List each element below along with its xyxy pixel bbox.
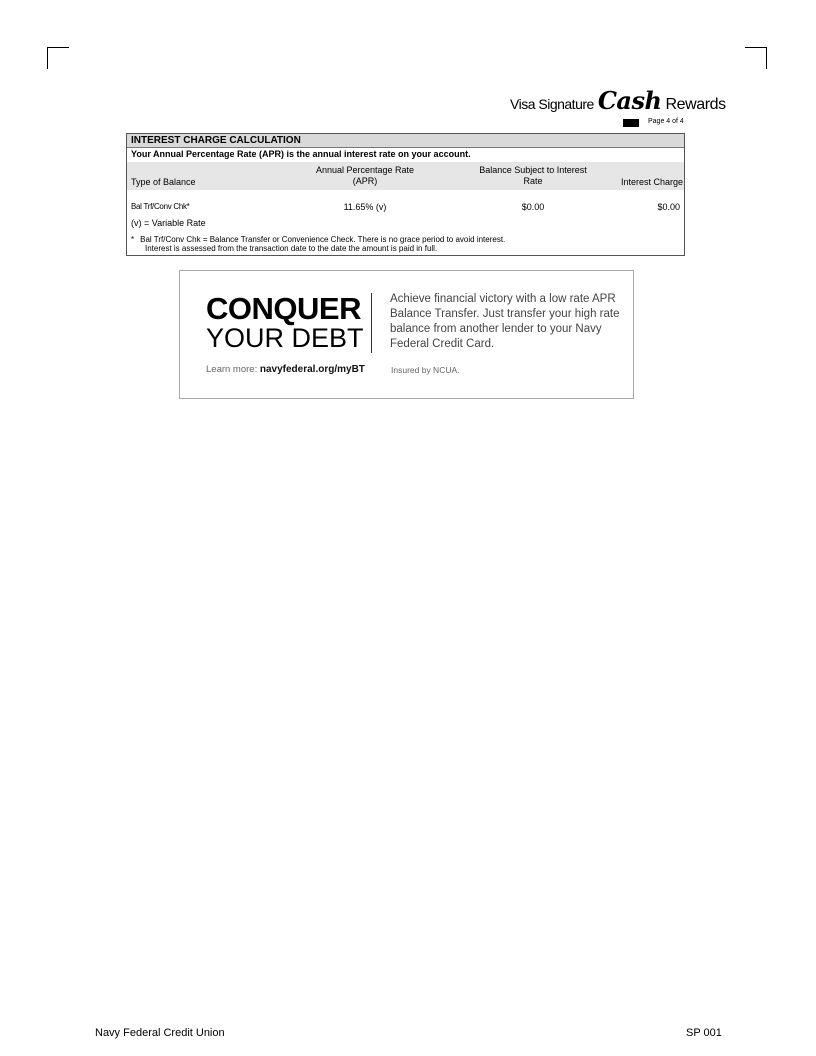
ad-subheadline: YOUR DEBT [206,323,364,353]
cell-balance: $0.00 [521,202,545,212]
crop-mark [47,47,69,48]
col-header-apr: Annual Percentage Rate (APR) [315,165,415,186]
footnote [131,235,505,253]
balance-transfer-ad [179,270,634,399]
footnote-line-2: Interest is assessed from the transaction date to the date the amount is paid in full. [145,244,438,253]
learn-more-label: Learn more: [206,364,258,375]
footer-code: SP 001 [686,1027,722,1039]
table-row [127,202,684,214]
cell-type: Bal Trf/Conv Chk* [131,202,190,211]
page-number: Page 4 of 4 [648,118,684,125]
footnote-line-1: Bal Trf/Conv Chk = Balance Transfer or Convenience Check. There is no grace period to avoid interest. [140,235,506,244]
section-title: INTEREST CHARGE CALCULATION [127,134,684,148]
interest-calculation-section [126,133,685,256]
footnote-star: * [131,235,135,244]
crop-mark [745,47,767,48]
table-header [127,162,684,190]
logo-script: Cash [597,86,662,115]
cell-charge: $0.00 [657,202,680,212]
col-header-type: Type of Balance [131,177,196,187]
page-marker-bar [623,119,639,127]
crop-mark [47,47,48,69]
crop-mark [766,47,767,69]
ad-divider [371,293,372,353]
learn-more-link[interactable]: navyfederal.org/myBT [259,364,365,375]
apr-note: Your Annual Percentage Rate (APR) is the annual interest rate on your account. [131,149,471,159]
insured-note: Insured by NCUA. [391,365,460,375]
ad-learn-more [206,364,365,375]
col-header-balance: Balance Subject to Interest Rate [479,165,587,186]
ad-headline: CONQUER [206,291,361,326]
cell-apr: 11.65% (v) [343,202,387,212]
brand-logo [510,86,726,115]
col-header-charge: Interest Charge [621,177,684,187]
footer-org-name: Navy Federal Credit Union [95,1027,225,1039]
logo-prefix: Visa Signature [510,96,594,112]
variable-rate-note: (v) = Variable Rate [131,218,206,228]
logo-suffix: Rewards [665,96,726,113]
ad-body-text: Achieve financial victory with a low rate APR Balance Transfer. Just transfer your high rate balance from another lender to your Navy Federal Credit Card. [390,293,620,350]
